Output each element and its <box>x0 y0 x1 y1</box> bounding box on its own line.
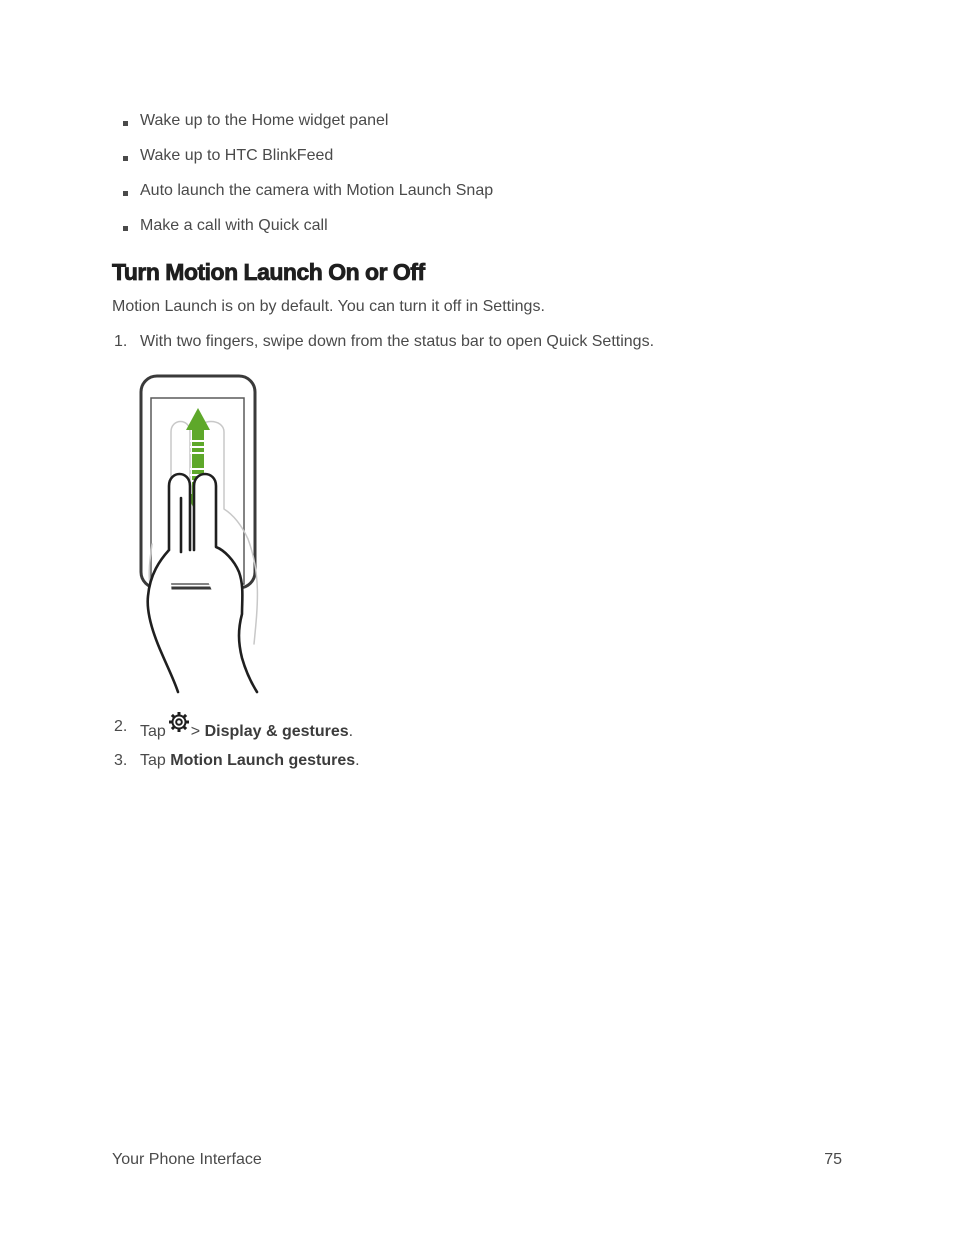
step-target: Display & gestures <box>204 723 349 740</box>
step-suffix: . <box>355 752 360 769</box>
bullet-text: Auto launch the camera with Motion Launch Snap <box>140 182 494 199</box>
section-heading: Turn Motion Launch On or Off <box>112 259 425 285</box>
step-target: Motion Launch gestures <box>170 752 356 769</box>
step-text: With two fingers, swipe down from the status bar to open Quick Settings. <box>140 333 655 350</box>
bullet-list <box>112 111 852 251</box>
settings-gear-icon <box>168 717 190 739</box>
list-item <box>112 111 852 146</box>
bullet-text: Wake up to the Home widget panel <box>140 112 389 129</box>
list-item <box>112 181 852 216</box>
list-item <box>112 146 852 181</box>
intro-paragraph: Motion Launch is on by default. You can turn it off in Settings. <box>112 298 545 315</box>
bullet-icon <box>123 121 128 126</box>
step-prefix: Tap <box>140 752 166 769</box>
footer-page-number: 75 <box>824 1151 842 1168</box>
footer-section-title: Your Phone Interface <box>112 1151 262 1168</box>
step-number: 1. <box>114 333 128 350</box>
two-finger-swipe-icon <box>138 374 266 696</box>
step-text <box>140 717 353 742</box>
step-number: 2. <box>114 718 128 735</box>
step-prefix: Tap <box>140 723 166 740</box>
step-suffix: . <box>348 723 354 740</box>
bullet-icon <box>123 191 128 196</box>
step-text <box>140 751 360 771</box>
step-number: 3. <box>114 752 128 769</box>
bullet-icon <box>123 226 128 231</box>
list-item <box>112 216 852 251</box>
step-separator: > <box>190 723 201 740</box>
bullet-text: Make a call with Quick call <box>140 217 328 234</box>
bullet-text: Wake up to HTC BlinkFeed <box>140 147 334 164</box>
bullet-icon <box>123 156 128 161</box>
